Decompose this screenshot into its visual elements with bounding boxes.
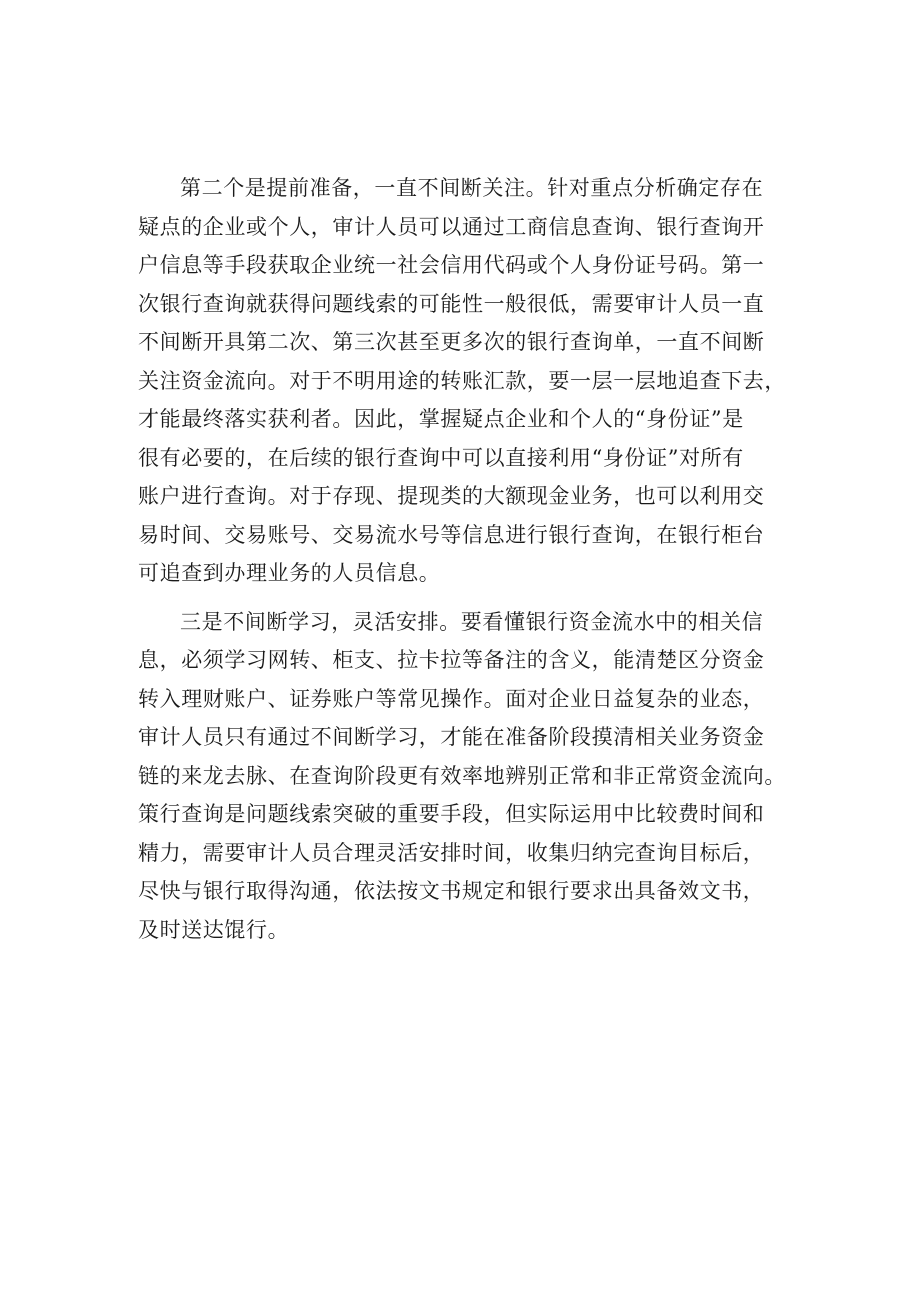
paragraph-preparation xyxy=(138,169,798,593)
text-line: 三是不间断学习，灵活安排。要看懂银行资金流水中的相关信 xyxy=(180,609,764,634)
text-line: 关注资金流向。对于不明用途的转账汇款，要一层一层地追查下去， xyxy=(138,368,786,393)
document-body xyxy=(138,169,798,949)
text-line: 策行查询是问题线索突破的重要手段，但实际运用中比较费时间和 xyxy=(138,802,765,826)
text-line: 精力，需要审计人员合理灵活安排时间，收集归纳完查询目标后， xyxy=(138,840,765,865)
text-line: 转入理财账户、证券账户等常见操作。面对企业日益复杂的业态， xyxy=(138,686,765,711)
text-line: 第二个是提前准备，一直不间断关注。针对重点分析确定存在 xyxy=(180,176,764,200)
text-line: 尽快与银行取得沟通，依法按文书规定和银行要求出具备效文书， xyxy=(138,879,765,903)
text-line: 次银行查询就获得问题线索的可能性一般很低，需要审计人员一直 xyxy=(138,291,765,316)
text-line: 易时间、交易账号、交易流水号等信息进行银行查询，在银行柜台 xyxy=(138,522,765,547)
text-line: 息，必须学习网转、柜支、拉卡拉等备注的含义，能清楚区分资金 xyxy=(138,648,765,672)
paragraph-learning xyxy=(138,603,798,950)
text-line: 链的来龙去脉、在查询阶段更有效率地辨别正常和非正常资金流向。 xyxy=(138,763,786,788)
text-line: 才能最终落实获利者。因此，掌握疑点企业和个人的“身份证”是 xyxy=(138,407,744,431)
text-line: 及时送达馄行。 xyxy=(138,917,290,942)
text-line: 户信息等手段获取企业统一社会信用代码或个人身份证号码。第一 xyxy=(138,253,765,277)
text-line: 审计人员只有通过不间断学习，才能在准备阶段摸清相关业务资金 xyxy=(138,725,765,749)
text-line: 账户进行查询。对于存现、提现类的大额现金业务，也可以利用交 xyxy=(138,484,765,508)
text-line: 可追查到办理业务的人员信息。 xyxy=(138,561,441,585)
text-line: 不间断开具第二次、第三次甚至更多次的银行查询单，一直不间断 xyxy=(138,330,765,354)
text-line: 疑点的企业或个人，审计人员可以通过工商信息查询、银行查询开 xyxy=(138,214,765,239)
text-line: 很有必要的，在后续的银行查询中可以直接利用“身份证”对所有 xyxy=(138,445,744,470)
